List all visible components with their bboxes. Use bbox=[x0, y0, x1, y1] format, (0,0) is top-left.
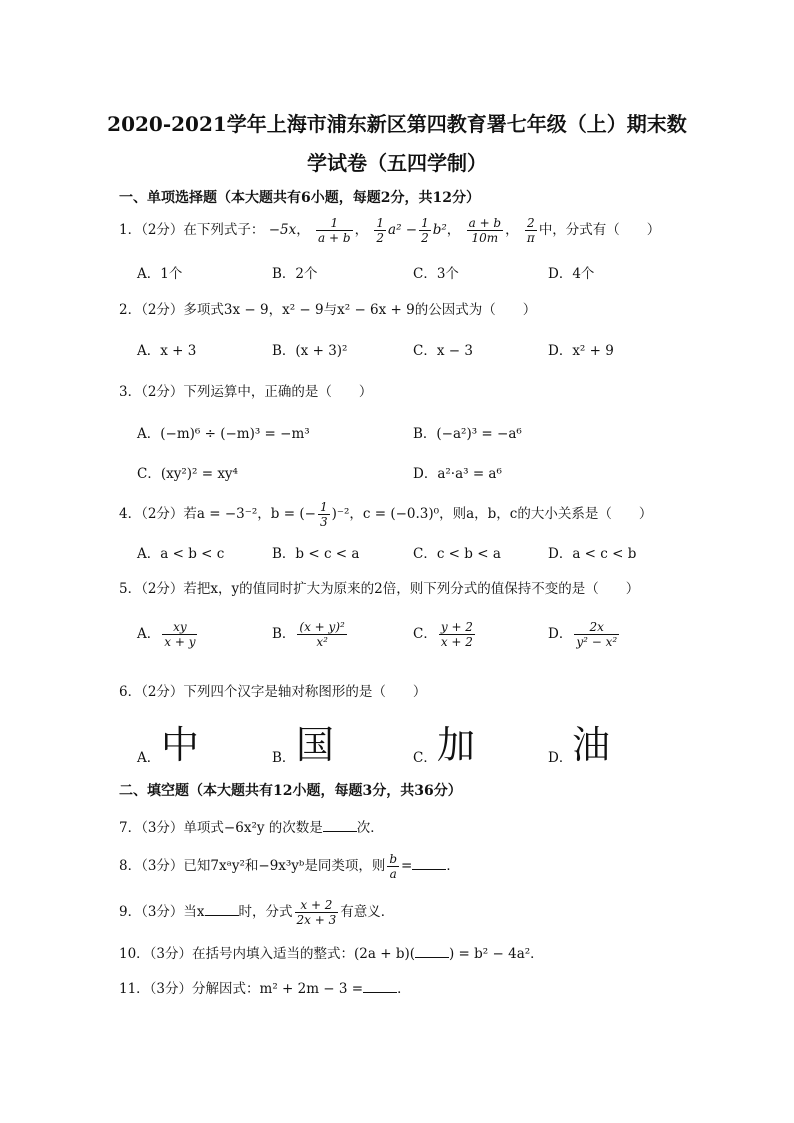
q11-prefix: 11．（3分）分解因式：m² + 2m − 3 = bbox=[119, 981, 364, 997]
q1-prefix: 1．（2分）在下列式子： bbox=[119, 222, 265, 238]
q2-option-b: B．(x + 3)² bbox=[272, 343, 348, 359]
q5-option-c: C． $\frac{y + 2}{x + 2}$ bbox=[413, 620, 473, 649]
q1-sep: ， bbox=[446, 222, 461, 238]
q7-answer-blank bbox=[323, 819, 357, 832]
q5-option-d: D． $\frac{2x}{\text{y² − x²}}$ bbox=[548, 620, 618, 649]
q8-end: ． bbox=[446, 858, 460, 874]
q3-option-d: D．a²·a³ = a⁶ bbox=[413, 466, 502, 482]
q6-option-b-label: B． bbox=[272, 750, 296, 766]
q10-prefix: 10．（3分）在括号内填入适当的整式：(2a + b)( bbox=[119, 946, 415, 962]
q11-suffix: ． bbox=[397, 981, 411, 997]
page-title-line1: 2020-2021学年上海市浦东新区第四教育署七年级（上）期末数 bbox=[107, 112, 687, 136]
q1-sep: ， bbox=[296, 222, 310, 238]
q9-answer-blank bbox=[205, 903, 239, 916]
q4-option-b: B．b < c < a bbox=[272, 546, 360, 562]
q1-frac5: $\frac{2}{\pi}$ bbox=[526, 216, 535, 245]
q2-option-a: A．x + 3 bbox=[137, 343, 197, 359]
question-6: 6．（2分）下列四个汉字是轴对称图形的是（ ） bbox=[119, 684, 427, 700]
q8-answer-blank bbox=[412, 857, 446, 870]
q8-suffix: = bbox=[401, 858, 413, 874]
page-title-line2: 学试卷（五四学制） bbox=[307, 151, 487, 175]
question-2: 2．（2分）多项式3x − 9，x² − 9与x² − 6x + 9的公因式为（ ） bbox=[119, 302, 537, 318]
q6-option-c-label: C． bbox=[413, 750, 437, 766]
q6-option-c-char: 加 bbox=[437, 723, 476, 767]
q9-prefix: 9．（3分）当x bbox=[119, 904, 205, 920]
q1-expr1: −5x bbox=[268, 222, 297, 238]
q6-option-d-char: 油 bbox=[572, 723, 611, 767]
q9-mid: 时，分式 bbox=[238, 904, 293, 920]
section2-heading: 二、填空题（本大题共有12小题，每题3分，共36分） bbox=[119, 783, 462, 799]
q8-prefix: 8．（3分）已知7xᵃy²和−9x³yᵇ是同类项，则 bbox=[119, 858, 386, 874]
q8-frac: $\frac{b}{a}$ bbox=[389, 852, 398, 881]
question-7 bbox=[119, 816, 384, 836]
q1-option-a: A．1个 bbox=[137, 266, 183, 282]
q4-frac: $\frac{1}{3}$ bbox=[319, 500, 328, 529]
q4-option-c: C．c < b < a bbox=[413, 546, 501, 562]
q1-sep: ， bbox=[505, 222, 519, 238]
q1-option-d: D．4个 bbox=[548, 266, 595, 282]
q5-option-a: A． $\frac{xy}{x + y}$ bbox=[137, 620, 196, 649]
question-8 bbox=[119, 852, 460, 881]
question-1 bbox=[119, 216, 660, 245]
q6-option-d-label: D． bbox=[548, 750, 573, 766]
q5-option-b: B． $\frac{\text{(x + y)²}}{\text{x²}}$ bbox=[272, 620, 345, 649]
q6-option-a-char: 中 bbox=[161, 723, 200, 767]
q1-mid: a² − bbox=[388, 222, 418, 238]
question-9 bbox=[119, 898, 394, 927]
q10-suffix: ) = b² − 4a²． bbox=[449, 946, 544, 962]
q1-frac2: $\frac{1}{2}$ bbox=[376, 216, 385, 245]
q1-frac3: $\frac{1}{2}$ bbox=[421, 216, 429, 245]
q1-tail: b² bbox=[432, 222, 447, 238]
question-10 bbox=[119, 942, 544, 962]
section1-heading: 一、单项选择题（本大题共有6小题，每题2分，共12分） bbox=[119, 190, 480, 206]
q1-frac4: $\frac{a + b}{10m}$ bbox=[468, 216, 502, 245]
q11-answer-blank bbox=[363, 980, 397, 993]
q3-option-c: C．(xy²)² = xy⁴ bbox=[137, 466, 238, 482]
q1-frac1: $\frac{1}{a + b}$ bbox=[318, 216, 351, 245]
q7-prefix: 7．（3分）单项式−6x²y 的次数是 bbox=[119, 820, 323, 836]
q1-option-b: B．2个 bbox=[272, 266, 318, 282]
q7-suffix: 次． bbox=[356, 820, 384, 836]
q9-suffix: 有意义． bbox=[340, 904, 395, 920]
q4-option-a: A．a < b < c bbox=[137, 546, 225, 562]
q4-prefix: 4．（2分）若a = −3⁻²，b = (− bbox=[119, 506, 316, 522]
q6-option-b-char: 国 bbox=[296, 723, 335, 767]
q10-answer-blank bbox=[415, 945, 449, 958]
q4-suffix: )⁻²，c = (−0.3)⁰，则a，b，c的大小关系是（ ） bbox=[331, 506, 653, 522]
q9-frac: $\frac{x + 2}{2x + 3}$ bbox=[296, 898, 337, 927]
q4-option-d: D．a < c < b bbox=[548, 546, 637, 562]
q3-option-b: B．(−a²)³ = −a⁶ bbox=[413, 426, 522, 442]
q3-option-a: A．(−m)⁶ ÷ (−m)³ = −m³ bbox=[137, 426, 310, 442]
q1-suffix: 中，分式有（ ） bbox=[538, 222, 661, 238]
question-4 bbox=[119, 500, 652, 529]
question-11 bbox=[119, 977, 411, 997]
question-5: 5．（2分）若把x，y的值同时扩大为原来的2倍，则下列分式的值保持不变的是（ ） bbox=[119, 581, 640, 597]
q1-sep: ， bbox=[354, 222, 369, 238]
q2-option-d: D．x² + 9 bbox=[548, 343, 614, 359]
question-3: 3．（2分）下列运算中，正确的是（ ） bbox=[119, 384, 373, 400]
q2-option-c: C．x − 3 bbox=[413, 343, 473, 359]
q1-option-c: C．3个 bbox=[413, 266, 459, 282]
q6-option-a-label: A． bbox=[137, 750, 161, 766]
